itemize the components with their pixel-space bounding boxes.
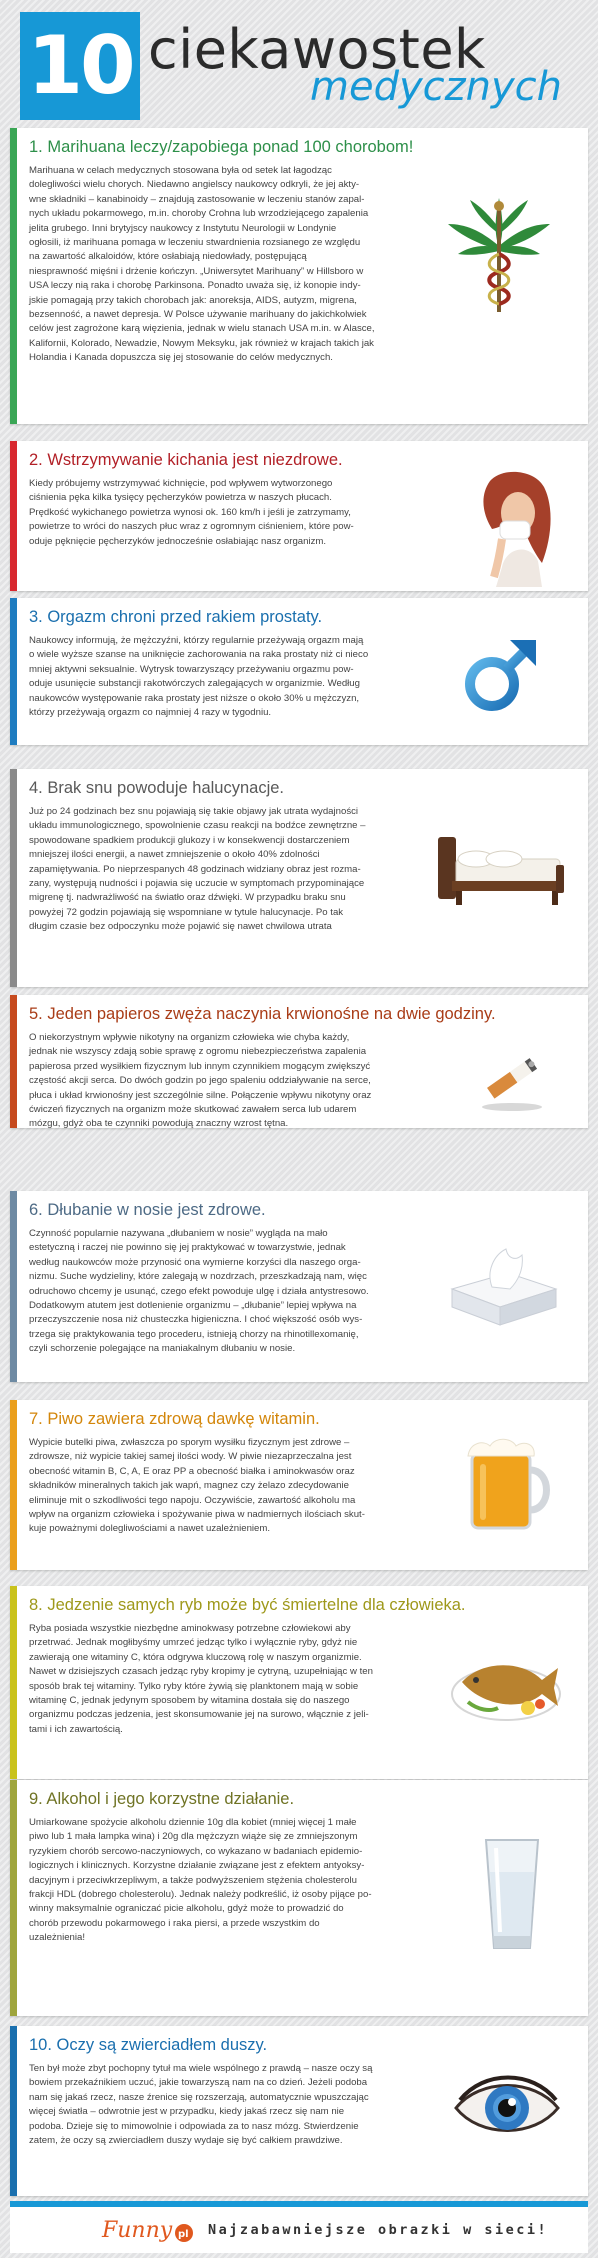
fact-heading: 3. Orgazm chroni przed rakiem prostaty. [29,608,323,626]
fact-card-accent-bar [10,1586,17,1779]
header-title-line2: medycznych [310,64,562,110]
fact-card-accent-bar [10,2026,17,2196]
fact-line: Umiarkowane spożycie alkoholu dziennie 10g dla kobiet (mniej więcej 1 małe [29,1817,357,1828]
blue-eye-image [450,2066,564,2150]
fact-heading: 6. Dłubanie w nosie jest zdrowe. [29,1201,266,1219]
fact-line: dolegliwości wielu chorych. Niedawno angielscy naukowcy odkryli, że jej akty- [29,179,360,191]
fact-line: którzy przeżywają orgazm co najmniej 4 razy w tygodniu. [29,707,272,719]
fact-line: spowodowane spadkiem produkcji glukozy i w konsekwencji dostarczeniem [29,834,350,846]
fact-line: O niekorzystnym wpływie nikotyny na organizm człowieka wie chyba każdy, [29,1032,350,1043]
fact-line: powyżej 72 godzin pojawiają się wspomniane w tytule halucynacje. Po tak [29,906,344,918]
fact-line: więcej światła – odwrotnie jest w przypadku, kiedy jakaś rzecz się nam nie [29,2106,345,2118]
fact-line: niesprawność mięśni i drżenie kończyn. „Uniwersytet Marihuany” w Hillsboro w [29,265,364,277]
fact-line: USA leczy nią raka i chorobę Parkinsona. Ponadto uważa się, iż konopie indy- [29,280,361,292]
fact-line: nizmu. Suche wydzieliny, które zalegają w nozdrzach, przeszkadzają nam, więc [29,1271,367,1283]
fact-line: jskie pomagają przy takich chorobach jak: anoreksja, AIDS, autyzm, migrena, [29,294,357,306]
fact-line: Już po 24 godzinach bez snu pojawiają się takie objawy jak utrata wydajności [29,806,359,817]
fact-line: o wiele wyższe szanse na uniknięcie zachorowania na raka prostaty niż ci nieco [29,649,369,661]
shot-glass-image [476,1832,548,1956]
fact-line: celów jest zagrożone karą więzienia, jednak w wielu stanach USA m.in. w Alasce, [29,323,375,335]
fact-line: Nawet w dzisiejszych czasach jedząc ryby kropimy je cytryną, uzupełniając w ten [29,1666,373,1678]
fact-heading: 8. Jedzenie samych ryb może być śmiertelne dla człowieka. [29,1596,466,1614]
fact-line: Ten był może zbyt pochopny tytuł ma wiele wspólnego z prawdą – nasze oczy są [29,2063,373,2074]
fact-line: mniejszej ilości energii, a nawet zmniejszenie o około 40% zdolności [29,849,320,861]
fact-body [29,477,457,549]
fact-line: według naukowców może przynosić ona wymierne korzyści dla naszego orga- [29,1256,361,1268]
logo-text: Funny [102,2218,173,2243]
fact-line: Ryba posiada wszystkie niezbędne aminokwasy potrzebne człowiekowi aby [29,1623,351,1634]
fact-card-5 [10,995,588,1128]
fact-line: Marihuana w celach medycznych stosowana była od setek lat łagodząc [29,165,332,176]
fact-line: przeczyszczenie nosa niż chusteczka higieniczna. I choć większość osób wys- [29,1314,363,1326]
fact-line: przetrwać. Jednak mogłibyśmy umrzeć jedząc tylko i wyłącznie ryby, gdyż nie [29,1637,358,1649]
fact-line: ogłosili, iż marihuana pomaga w leczeniu stwardnienia rozsianego ze względu [29,237,361,249]
fact-line: organizmu podczas jedzenia, jest skonsumowanie jej na surowo, włącznie z jeli- [29,1709,369,1721]
fact-line: czyli schorzenie polegające na maniakalnym dłubaniu w nosie. [29,1343,296,1355]
header-number-badge: 10 [20,12,140,120]
fact-line: nam się jakaś rzecz, nasze źrenice się rozszerzają, automatycznie wpuszczając [29,2091,369,2103]
logo-badge-text: pl [178,2229,189,2240]
fact-line: zawierają one witaminy C, która odgrywa kluczową rolę w naszym organizmie. [29,1651,362,1663]
fact-line: uzależnienia! [29,1932,86,1944]
fact-line: mniej aktywni seksualnie. Wytrysk towarzyszący przeżywaniu orgazmu pow- [29,663,354,675]
fact-card-6 [10,1191,588,1382]
fact-line: zany, występują nudności i pojawia się uczucie w symptomach przypominające [29,878,365,890]
fact-line: ćwiczeń fizycznych na organizm może skutkować zawałem serca lub udarem [29,1104,357,1116]
male-symbol-icon [460,634,540,716]
fact-body [29,164,421,366]
fact-heading: 5. Jeden papieros zwęża naczynia krwionośne na dwie godziny. [29,1005,496,1023]
fact-body [29,1816,439,1946]
fact-card-accent-bar [10,128,17,424]
fact-heading: 4. Brak snu powoduje halucynacje. [29,779,284,797]
fact-heading: 10. Oczy są zwierciadłem duszy. [29,2036,268,2054]
fact-card-10 [10,2026,588,2196]
fact-card-accent-bar [10,598,17,745]
bed-image [436,831,566,909]
fact-line: jednak nie wszyscy zdają sobie sprawę z ogromu niebezpieczeństwa zapalenia [29,1046,367,1058]
fact-line: wpływ na organizm człowieka i spożywanie piwa w nadmiernych ilościach skut- [29,1509,365,1521]
fact-line: składników mineralnych takich jak wapń, magnez czy żelazo zdecydowanie [29,1480,349,1492]
fact-line: Naukowcy informują, że mężczyźni, którzy regularnie przeżywają orgazm mają [29,635,364,646]
cigarette-butt-image [468,1043,552,1113]
fact-line: Prędkość wykichanego powietrza wynosi ok. 160 km/h i jeśli je zatrzymamy, [29,506,351,518]
fact-card-accent-bar [10,1191,17,1382]
fact-heading: 7. Piwo zawiera zdrową dawkę witamin. [29,1410,320,1428]
fact-line: Kalifornii, Kolorado, Newadzie, Nowym Meksyku, jak również w krajach takich jak [29,337,374,349]
fact-heading: 1. Marihuana leczy/zapobiega ponad 100 chorobom! [29,138,414,156]
fact-line: estetyczną i raczej nie powinno się jej praktykować w towarzystwie, jednak [29,1242,346,1254]
fact-line: Czynność popularnie nazywana „dłubaniem w nosie” wygląda na mało [29,1228,328,1239]
footer [10,2207,588,2253]
fact-line: oduje pęknięcie pęcherzyków jednocześnie osłabiając nasz organizm. [29,535,327,547]
fact-line: nych układu pokarmowego, m.in. choroby Crohna lub wrzodziejącego zapalenia [29,208,369,220]
fact-card-1 [10,128,588,424]
fact-line: odruchowo chcemy je usunąć, czego efekt powoduje ulgę i działa antystresowo. [29,1285,369,1297]
fact-body [29,1436,439,1537]
fact-card-8 [10,1586,588,1779]
fact-body [29,2062,439,2148]
fact-card-2 [10,441,588,591]
fact-line: trzega się praktykowania tego procederu, istnieją chorzy na rhinotillexomanię, [29,1328,359,1340]
sneezing-woman-image [472,467,558,587]
fact-line: witaminę C, jednak jedynym sposobem by witamina dostała się do naszego [29,1695,350,1707]
fact-heading: 9. Alkohol i jego korzystne działanie. [29,1790,295,1808]
fact-line: chorób przewodu pokarmowego i raka piersi, a przede wszystkim do [29,1917,320,1929]
fact-line: ryzykiem chorób sercowo-naczyniowych, co wykazano w badaniach epidemio- [29,1845,363,1857]
fact-line: bezsenność, a nawet depresja. W Polsce używanie marihuany do jakichkolwiek [29,309,367,321]
fact-line: wne składniki – kanabinoidy – znajdują zastosowanie w leczeniu stanów zapal- [29,193,365,205]
infographic-header [0,0,598,120]
fact-body [29,1622,439,1737]
fact-line: piwo lub 1 mała lampka wina) i 20g dla mężczyzn wiąże się ze zmniejszonym [29,1831,358,1843]
fact-body [29,1031,439,1132]
fact-card-accent-bar [10,441,17,591]
fact-line: na zawartość alkaloidów, które osłabiają niedowłady, postępującą [29,251,307,263]
footer-tagline: Najzabawniejsze obrazki w sieci! [208,2222,549,2238]
fact-body [29,1227,429,1357]
fact-line: płuca i układ krwionośny jest szczególnie silne. Połączenie wpływu nikotyny oraz [29,1089,372,1101]
fact-line: Dodatkowym atutem jest dotlenienie organizmu – „dłubanie” lepiej wpływa na [29,1300,357,1312]
tissue-box-image [446,1245,562,1329]
fact-line: frakcji HDL (dobrego cholesterolu). Jednak należy podkreślić, iż osoby pijące po- [29,1889,372,1901]
fact-line: sposób brak tej witaminy. Tylko ryby które żywią się planktonem mają w sobie [29,1680,359,1692]
fact-card-accent-bar [10,995,17,1128]
fact-line: kuje poważnymi dolegliwościami a nawet uzależnieniem. [29,1523,271,1535]
fact-line: zatem, że oczy są zwierciadłem duszy wydaje się być całkiem prawdziwe. [29,2135,343,2147]
header-title-line1: ciekawostek [148,18,486,81]
beer-mug-image [464,1434,556,1534]
fact-line: naukowców występowanie raka prostaty jest niższe o około 30% u mężczyzn, [29,692,360,704]
fact-line: zdrowsze, niż wypicie takiej samej ilości wody. W piwie niezaprzeczalna jest [29,1451,352,1463]
fact-line: dacyjnym i przeciwkrzepliwym, a także podwyższeniem stężenia cholesterolu [29,1874,357,1886]
fact-line: zapamiętywania. Po nieprzespanych 48 godzinach widziany obraz jest rozma- [29,863,361,875]
fact-card-9 [10,1780,588,2016]
fact-line: długim czasie bez odpoczynku może pojawić się nawet chwilowa utrata [29,921,332,933]
funny-pl-logo[interactable] [100,2213,196,2247]
fact-line: papierosa przed wysiłkiem fizycznym lub innym czynnikiem mogącym zwiększyć [29,1060,371,1072]
fact-line: migrenę tj. nadwrażliwość na światło oraz dźwięki. W przypadku braku snu [29,892,346,904]
fact-line: podoba. Dzieje się to mimowolnie i odpowiada za to nasz mózg. Stwierdzenie [29,2120,359,2132]
fact-body [29,634,439,720]
fact-line: układu immunologicznego, spowolnienie czasu reakcji na bodźce zewnętrzne – [29,820,366,832]
fact-line: Kiedy próbujemy wstrzymywać kichnięcie, pod wpływem wytworzonego [29,478,333,489]
fact-line: częstość akcji serca. Do dwóch godzin po jego spaleniu oddziaływanie na serce, [29,1075,371,1087]
fact-line: Holandia i Kanada dopuszcza się jej stosowanie do celów medycznych. [29,352,333,364]
fact-line: ciśnienia pęka kilka tysięcy pęcherzyków powietrza w naszych płucach. [29,492,332,504]
fact-card-7 [10,1400,588,1570]
fact-line: oduje usunięcie substancji rakotwórczych zalegających w organizmie. Według [29,678,360,690]
fact-line: powietrze to wróci do naszych płuc wraz z ogromnym ciśnieniem, które pow- [29,521,354,533]
fact-line: winny maksymalnie ograniczać picie alkoholu, gdyż może to prowadzić do [29,1903,344,1915]
fact-line: logicznych i klinicznych. Korzystne działanie związane jest z efektem antyoksy- [29,1860,365,1872]
fact-card-accent-bar [10,1400,17,1570]
fact-line: eliminuje mit o szkodliwości tego napoju. Oczywiście, zawartość alkoholu ma [29,1494,356,1506]
fact-card-accent-bar [10,1780,17,2016]
fact-line: jelita grubego. Inni brytyjscy naukowcy z Instytutu Neurologii w Londynie [29,222,337,234]
fact-line: Wypicie butelki piwa, zwłaszcza po sporym wysiłku fizycznym jest zdrowe – [29,1437,350,1448]
fact-body [29,805,429,935]
fact-card-4 [10,769,588,987]
fact-card-3 [10,598,588,745]
caduceus-cannabis-icon [440,188,558,316]
fact-line: bowiem przekaźnikiem uczuć, jakie towarzyszą nam na co dzień. Jeżeli podoba [29,2077,368,2089]
fish-plate-image [448,1642,564,1726]
fact-line: tami i ich zawartością. [29,1723,123,1735]
fact-card-accent-bar [10,769,17,987]
fact-line: mózgu, gdyż oba te czynniki powodują znaczny wzrost tętna. [29,1118,289,1130]
fact-line: obecność witamin B, C, A, E oraz PP a obecność białka i aminokwasów oraz [29,1465,355,1477]
fact-heading: 2. Wstrzymywanie kichania jest niezdrowe. [29,451,343,469]
